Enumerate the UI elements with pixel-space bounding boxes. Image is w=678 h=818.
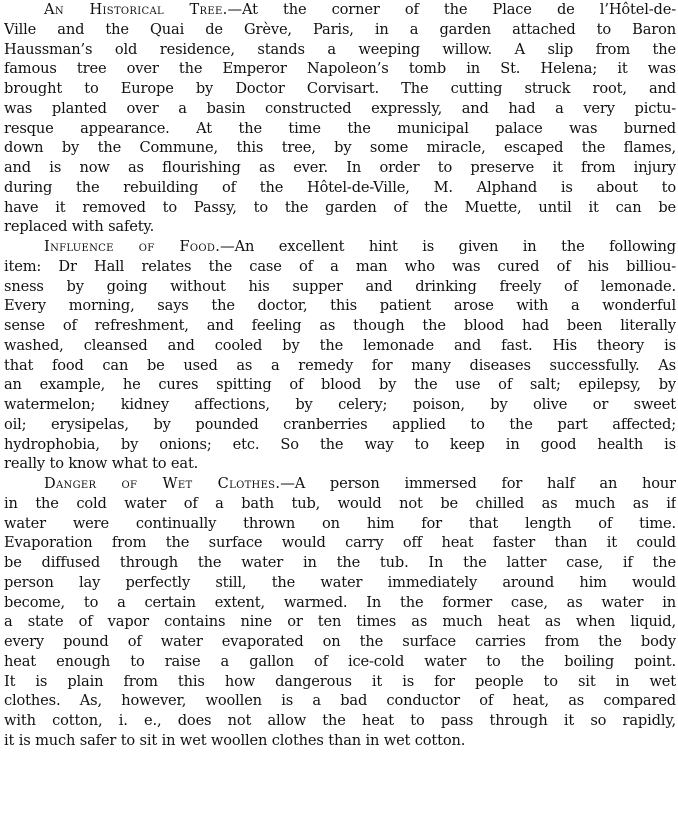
paragraph-line: with cotton, i. e., does not allow the heat to pass through it so rapidly,: [4, 712, 676, 729]
paragraph-danger-of-wet-clothes: [4, 474, 676, 751]
paragraph-line: an example, he cures spitting of blood by the use of salt; epilepsy, by: [4, 376, 676, 394]
paragraph-line: Danger of Wet Clothes.—A person immersed for half an hour: [44, 475, 676, 492]
paragraph-line: every pound of water evaporated on the surface carries from the body: [4, 633, 676, 650]
paragraph-line: have it removed to Passy, to the garden of the Muette, until it can be: [4, 198, 676, 216]
paragraph-line: be diffused through the water in the tub. In the latter case, if the: [4, 554, 676, 571]
paragraph-line: water were continually thrown on him for that length of time.: [4, 514, 676, 532]
paragraph-line: It is plain from this how dangerous it is for people to sit in wet: [4, 672, 676, 690]
paragraph-line: really to know what to eat.: [4, 455, 199, 473]
paragraph-line: An Historical Tree.—At the corner of the Place de l’Hôtel-de-: [44, 1, 676, 18]
paragraph-line: Influence of Food.—An excellent hint is given in the following: [44, 238, 676, 255]
paragraph-historical-tree: [4, 0, 676, 237]
paragraph-line: Haussman’s old residence, stands a weeping willow. A slip from the: [4, 40, 676, 58]
paragraph-line: Evaporation from the surface would carry off heat faster than it could: [4, 534, 676, 552]
paragraph-line: it is much safer to sit in wet woollen clothes than in wet cotton.: [4, 731, 466, 749]
paragraph-line: in the cold water of a bath tub, would not be chilled as much as if: [4, 494, 676, 512]
paragraph-line: clothes. As, however, woollen is a bad conductor of heat, as compared: [4, 692, 676, 710]
paragraph-line: and is now as flourishing as ever. In order to preserve it from injury: [4, 159, 676, 176]
paragraph-line: famous tree over the Emperor Napoleon’s tomb in St. Helena; it was: [4, 60, 676, 78]
section-heading: Influence of Food.: [44, 238, 221, 255]
paragraph-line: replaced with safety.: [4, 218, 155, 236]
paragraph-line: person lay perfectly still, the water immediately around him would: [4, 573, 676, 591]
section-heading: Danger of Wet Clothes.: [44, 475, 281, 492]
paragraph-influence-of-food: [4, 237, 676, 474]
section-heading: An Historical Tree.: [44, 1, 228, 18]
paragraph-line: heat enough to raise a gallon of ice-cold water to the boiling point.: [4, 652, 676, 670]
paragraph-line: watermelon; kidney affections, by celery; poison, by olive or sweet: [4, 396, 676, 413]
paragraph-line: a state of vapor contains nine or ten times as much heat as when liquid,: [4, 613, 676, 631]
paragraph-line: Ville and the Quai de Grève, Paris, in a garden attached to Baron: [4, 20, 676, 38]
paragraph-line: brought to Europe by Doctor Corvisart. The cutting struck root, and: [4, 80, 676, 97]
paragraph-line: resque appearance. At the time the municipal palace was burned: [4, 119, 676, 137]
paragraph-line: Every morning, says the doctor, this patient arose with a wonderful: [4, 297, 676, 315]
paragraph-line: become, to a certain extent, warmed. In the former case, as water in: [4, 593, 676, 611]
paragraph-line: was planted over a basin constructed expressly, and had a very pictu-: [4, 99, 676, 117]
paragraph-line: hydrophobia, by onions; etc. So the way to keep in good health is: [4, 435, 676, 453]
paragraph-line: oil; erysipelas, by pounded cranberries applied to the part affected;: [4, 415, 676, 433]
paragraph-line: down by the Commune, this tree, by some miracle, escaped the flames,: [4, 139, 676, 157]
paragraph-line: during the rebuilding of the Hôtel-de-Ville, M. Alphand is about to: [4, 178, 676, 196]
paragraph-line: that food can be used as a remedy for many diseases successfully. As: [4, 356, 676, 374]
paragraph-line: item: Dr Hall relates the case of a man who was cured of his billiou-: [4, 257, 676, 275]
paragraph-line: sness by going without his supper and drinking freely of lemonade.: [4, 277, 676, 295]
paragraph-line: sense of refreshment, and feeling as though the blood had been literally: [4, 317, 676, 334]
paragraph-line: washed, cleansed and cooled by the lemonade and fast. His theory is: [4, 336, 676, 354]
